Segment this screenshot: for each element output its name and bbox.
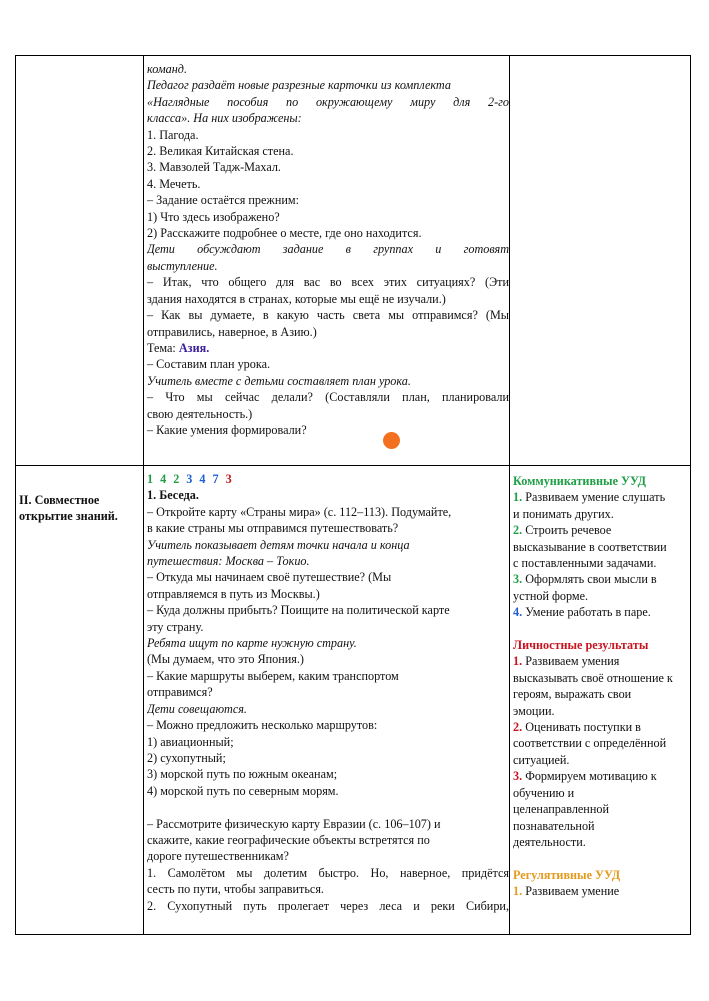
text-line: эту страну.: [147, 619, 204, 634]
text-line: Учитель показывает детям точки начала и конца: [147, 537, 410, 552]
text-line: Дети обсуждают задание в группах и готовят: [147, 242, 509, 257]
uud-text: Формируем мотивацию к: [522, 769, 657, 784]
text-line: – Рассмотрите физическую карту Евразии (с. 106–107) и: [147, 816, 441, 831]
uud-line: [513, 883, 688, 899]
text-line: – Какие умения формировали?: [147, 422, 307, 437]
column-divider-1: [143, 56, 144, 934]
seq-number: 7: [212, 472, 219, 486]
uud-line: познавательной: [513, 818, 595, 833]
text-line: (Мы думаем, что это Япония.): [147, 652, 304, 667]
text-line: – Можно предложить несколько маршрутов:: [147, 718, 378, 733]
text-line: «Наглядные пособия по окружающему миру для 2-го: [147, 94, 509, 109]
text-line: выступление.: [147, 258, 218, 273]
topic-line: [147, 340, 509, 356]
text-line: – Задание остаётся прежним:: [147, 193, 299, 208]
seq-number: 1: [147, 472, 154, 486]
main-activity-cell: [147, 471, 509, 914]
uud-line: деятельности.: [513, 834, 586, 849]
seq-number: 3: [225, 472, 232, 486]
top-activity-cell: [147, 61, 509, 438]
uud-line: [513, 604, 688, 620]
text-line: – Откройте карту «Страны мира» (с. 112–113). Подумайте,: [147, 504, 452, 519]
text-line: – Итак, что общего для вас во всех этих ситуациях? (Эти: [147, 275, 509, 290]
uud-line: [513, 719, 688, 735]
uud-text: Развиваем умения: [522, 654, 620, 669]
text-line: 3. Мавзолей Тадж-Махал.: [147, 160, 281, 175]
uud-number: 1.: [513, 884, 523, 899]
uud-number: 3.: [513, 769, 523, 784]
text-line: – Какие маршруты выберем, каким транспортом: [147, 668, 399, 683]
text-line: Дети совещаются.: [147, 701, 247, 716]
uud-line: эмоции.: [513, 703, 555, 718]
text-line: – Составим план урока.: [147, 357, 271, 372]
uud-line: [513, 653, 688, 669]
text-line: Учитель вместе с детьми составляет план урока.: [147, 373, 411, 388]
topic-value: Азия.: [178, 340, 210, 355]
text-line: 1) Что здесь изображено?: [147, 209, 280, 224]
comm-uud-title: Коммуникативные УУД: [513, 474, 647, 488]
text-line: путешествия: Москва – Токио.: [147, 554, 310, 569]
seq-number: 2: [173, 472, 180, 486]
text-line: класса». На них изображены:: [147, 111, 302, 126]
text-line: 1. Самолётом мы долетим быстро. Но, наверное, придётся: [147, 865, 509, 880]
uud-line: героям, выражать свои: [513, 687, 632, 702]
uud-number: 3.: [513, 572, 523, 587]
seq-number: 4: [160, 472, 167, 486]
section-heading: 1. Беседа.: [147, 488, 199, 503]
uud-line: [513, 768, 688, 784]
orange-marker-icon: [383, 432, 400, 449]
uud-text: Строить речевое: [522, 523, 612, 538]
text-line: 1. Пагода.: [147, 127, 199, 142]
text-line: 2. Сухопутный путь пролегает через леса и реки Сибири,: [147, 898, 509, 913]
text-line: Ребята ищут по карте нужную страну.: [147, 636, 357, 651]
text-line: сесть по пути, чтобы заправиться.: [147, 882, 324, 897]
seq-number: 4: [199, 472, 206, 486]
text-line: 4. Мечеть.: [147, 176, 201, 191]
uud-number: 2.: [513, 523, 523, 538]
text-line: 2. Великая Китайская стена.: [147, 144, 294, 159]
text-line: команд.: [147, 62, 187, 76]
column-divider-2: [509, 56, 510, 934]
text-line: скажите, какие географические объекты встретятся по: [147, 832, 430, 847]
row-divider: [16, 465, 690, 466]
uud-text: Оценивать поступки в: [522, 720, 641, 735]
text-line: – Откуда мы начинаем своё путешествие? (Мы: [147, 570, 392, 585]
uud-line: высказывание в соответствии: [513, 539, 667, 554]
text-line: отправимся?: [147, 685, 213, 700]
uud-line: ситуацией.: [513, 752, 570, 767]
stage-title: открытие знаний.: [19, 509, 118, 524]
number-sequence: [147, 471, 509, 487]
text-line: в какие страны мы отправимся путешествовать?: [147, 521, 399, 536]
personal-results-title: Личностные результаты: [513, 638, 649, 653]
list-item: 2) сухопутный;: [147, 750, 226, 765]
uud-text: Развиваем умение слушать: [522, 490, 666, 505]
text-line: свою деятельность.): [147, 406, 253, 421]
topic-label: Тема:: [147, 340, 179, 355]
uud-line: соответствии с определённой: [513, 736, 667, 751]
uud-line: [513, 571, 688, 587]
uud-line: и понимать других.: [513, 506, 614, 521]
uud-line: [513, 522, 688, 538]
uud-number: 1.: [513, 490, 523, 505]
uud-text: Оформлять свои мысли в: [522, 572, 657, 587]
uud-line: с поставленными задачами.: [513, 556, 657, 571]
text-line: 2) Расскажите подробнее о месте, где оно находится.: [147, 226, 422, 241]
stage-title: II. Совместное: [19, 493, 100, 507]
text-line: – Как вы думаете, в какую часть света мы отправимся? (Мы: [147, 308, 509, 323]
uud-number: 1.: [513, 654, 523, 669]
list-item: 4) морской путь по северным морям.: [147, 783, 339, 798]
text-line: – Что мы сейчас делали? (Составляли план, планировали: [147, 390, 509, 405]
uud-line: высказывать своё отношение к: [513, 670, 673, 685]
uud-number: 4.: [513, 605, 523, 620]
text-line: отправляемся в путь из Москвы.): [147, 586, 320, 601]
uud-cell: [513, 473, 688, 900]
text-line: – Куда должны прибыть? Поищите на политической карте: [147, 603, 450, 618]
uud-line: [513, 489, 688, 505]
list-item: 1) авиационный;: [147, 734, 234, 749]
uud-number: 2.: [513, 720, 523, 735]
text-line: дороге путешественникам?: [147, 849, 289, 864]
list-item: 3) морской путь по южным океанам;: [147, 767, 338, 782]
seq-number: 3: [186, 472, 193, 486]
uud-text: Развиваем умение: [522, 884, 620, 899]
uud-line: целенаправленной: [513, 802, 609, 817]
lesson-table: [15, 55, 691, 935]
stage-title-cell: [19, 492, 143, 525]
uud-line: обучению и: [513, 785, 575, 800]
text-line: здания находятся в странах, которые мы ещё не изучали.): [147, 291, 446, 306]
uud-line: устной форме.: [513, 588, 589, 603]
text-line: Педагог раздаёт новые разрезные карточки из комплекта: [147, 78, 451, 93]
regulative-uud-title: Регулятивные УУД: [513, 867, 621, 882]
text-line: отправились, наверное, в Азию.): [147, 324, 317, 339]
uud-text: Умение работать в паре.: [522, 605, 651, 620]
